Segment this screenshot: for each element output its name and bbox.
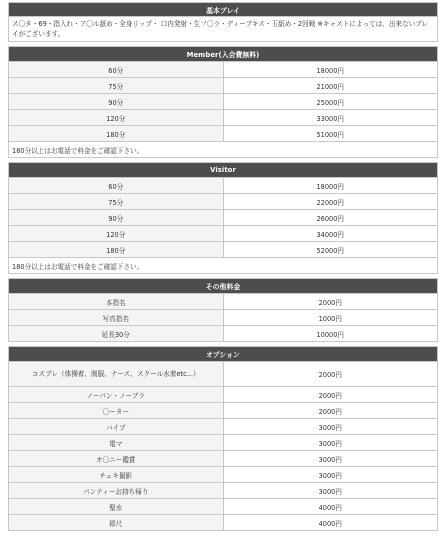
- option-price: 2000円: [223, 403, 438, 419]
- table-row: [9, 435, 438, 451]
- option-price: 3000円: [223, 419, 438, 435]
- option-price: 3000円: [223, 467, 438, 483]
- table-row: [9, 178, 438, 194]
- course-duration: 180分: [9, 126, 224, 142]
- course-price: 26000円: [223, 210, 438, 226]
- option-label: バイブ: [9, 419, 224, 435]
- option-label: コスプレ（体操着、制服、ナース、スクール水着etc...）: [9, 362, 224, 387]
- table-row: [9, 94, 438, 110]
- options-table: [8, 346, 438, 531]
- course-price: 51000円: [223, 126, 438, 142]
- basic-play-table: [8, 2, 438, 42]
- option-label: ノーパン・ノーブラ: [9, 387, 224, 403]
- course-duration: 120分: [9, 110, 224, 126]
- course-duration: 90分: [9, 210, 224, 226]
- course-price: 34000円: [223, 226, 438, 242]
- visitor-header: Visitor: [9, 163, 438, 178]
- visitor-note: 180分以上はお電話で料金をご確認下さい。: [9, 258, 438, 274]
- table-row: [9, 387, 438, 403]
- fee-label: 写真指名: [9, 310, 224, 326]
- table-row: [9, 499, 438, 515]
- member-price-table: [8, 46, 438, 158]
- course-price: 33000円: [223, 110, 438, 126]
- table-row: [9, 78, 438, 94]
- option-label: 聖水: [9, 499, 224, 515]
- option-price: 3000円: [223, 435, 438, 451]
- table-row: [9, 483, 438, 499]
- course-duration: 120分: [9, 226, 224, 242]
- course-price: 25000円: [223, 94, 438, 110]
- fee-label: 延長30分: [9, 326, 224, 342]
- table-row: [9, 419, 438, 435]
- course-duration: 75分: [9, 78, 224, 94]
- option-label: 電マ: [9, 435, 224, 451]
- table-row: [9, 242, 438, 258]
- options-header: オプション: [9, 347, 438, 362]
- table-row: [9, 226, 438, 242]
- option-price: 2000円: [223, 387, 438, 403]
- price-list: [8, 2, 438, 531]
- option-price: 3000円: [223, 483, 438, 499]
- basic-play-description: ス〇タ・69・指入れ・ア〇ル舐め・全身リップ・ 口内発射・生フ〇ラ・ディープキス・玉舐め・2回戦 ※キャストによっては、出来ないプレイがございます。: [9, 17, 438, 42]
- member-header: Member(入会費無料): [9, 47, 438, 62]
- course-duration: 90分: [9, 94, 224, 110]
- other-fees-table: [8, 278, 438, 342]
- table-row: [9, 515, 438, 531]
- option-price: 2000円: [223, 362, 438, 387]
- option-label: チェキ撮影: [9, 467, 224, 483]
- fee-price: 2000円: [223, 294, 438, 310]
- course-duration: 75分: [9, 194, 224, 210]
- fee-price: 10000円: [223, 326, 438, 342]
- course-price: 18000円: [223, 178, 438, 194]
- course-price: 18000円: [223, 62, 438, 78]
- table-row: [9, 126, 438, 142]
- table-row: [9, 62, 438, 78]
- table-row: [9, 310, 438, 326]
- option-label: 即尺: [9, 515, 224, 531]
- table-row: [9, 326, 438, 342]
- option-label: 〇ーター: [9, 403, 224, 419]
- course-price: 21000円: [223, 78, 438, 94]
- course-duration: 60分: [9, 62, 224, 78]
- fee-label: 本指名: [9, 294, 224, 310]
- table-row: [9, 467, 438, 483]
- option-label: オ〇ニー鑑賞: [9, 451, 224, 467]
- other-fees-header: その他料金: [9, 279, 438, 294]
- option-price: 4000円: [223, 499, 438, 515]
- table-row: [9, 451, 438, 467]
- basic-play-header: 基本プレイ: [9, 3, 438, 17]
- member-note: 180分以上はお電話で料金をご確認下さい。: [9, 142, 438, 158]
- course-duration: 180分: [9, 242, 224, 258]
- visitor-price-table: [8, 162, 438, 274]
- course-duration: 60分: [9, 178, 224, 194]
- table-row: [9, 362, 438, 387]
- table-row: [9, 294, 438, 310]
- table-row: [9, 210, 438, 226]
- fee-price: 1000円: [223, 310, 438, 326]
- option-price: 3000円: [223, 451, 438, 467]
- course-price: 52000円: [223, 242, 438, 258]
- table-row: [9, 110, 438, 126]
- course-price: 22000円: [223, 194, 438, 210]
- table-row: [9, 194, 438, 210]
- option-price: 4000円: [223, 515, 438, 531]
- option-label: パンティーお持ち帰り: [9, 483, 224, 499]
- table-row: [9, 403, 438, 419]
